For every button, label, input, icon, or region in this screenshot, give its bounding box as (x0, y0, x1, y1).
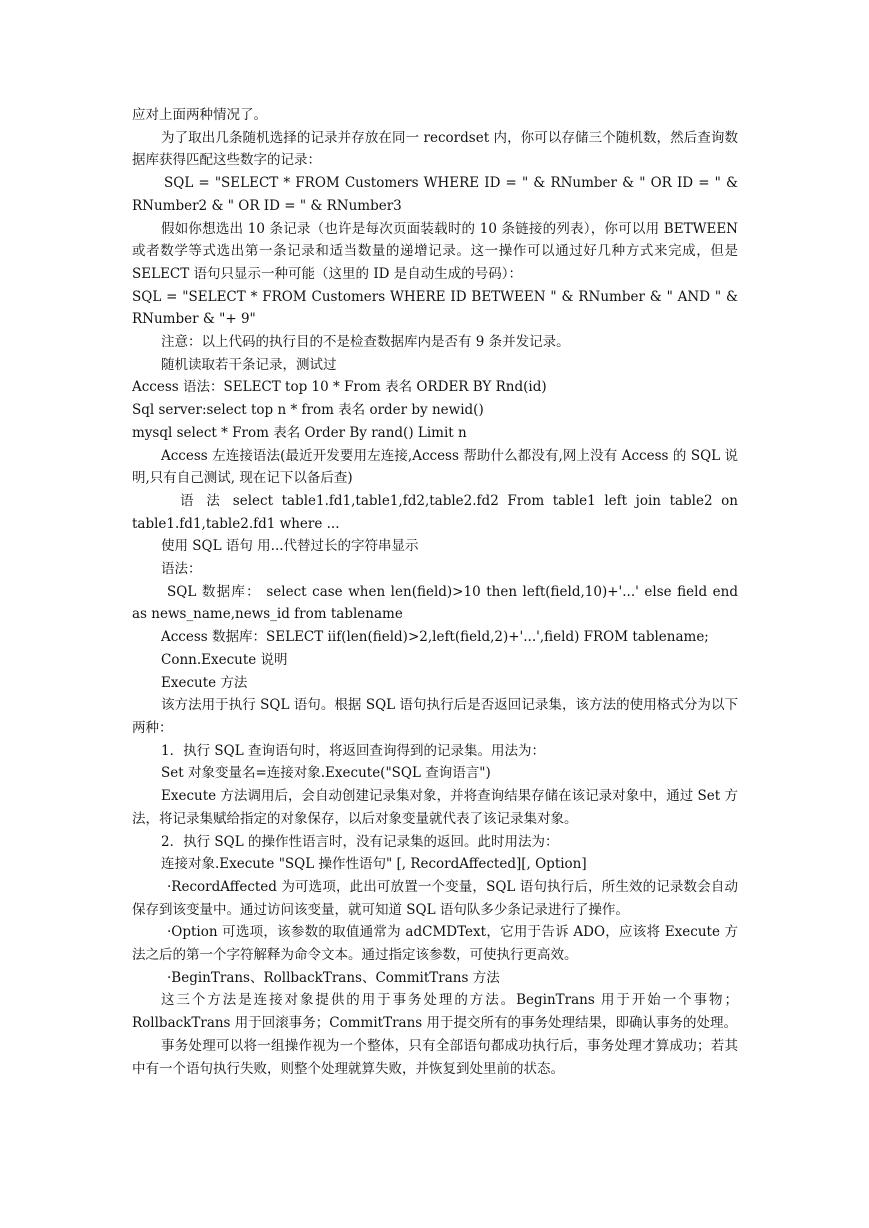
heading-execute-method: Execute 方法 (161, 674, 248, 691)
code-execute-statement: 连接对象.Execute "SQL 操作性语句" [, RecordAffected][, Option] (161, 856, 587, 873)
code-set-execute: Set 对象变量名=连接对象.Execute("SQL 查询语言") (161, 765, 491, 782)
paragraph-execute-description: 该方法用于执行 SQL 语句。根据 SQL 语句执行后是否返回记录集，该方法的使用格式分为以下两种： (132, 697, 738, 736)
code-sql-or: SQL = "SELECT * FROM Customers WHERE ID = " & RNumber & " OR ID = " & RNumber2 & " OR ID = " & RNumber3 (132, 175, 738, 214)
paragraph-note: 注意：以上代码的执行目的不是检查数据库内是否有 9 条并发记录。 (161, 334, 570, 351)
code-access-syntax: Access 语法：SELECT top 10 * From 表名 ORDER BY Rnd(id) (132, 379, 547, 396)
bullet-record-affected: ·RecordAffected 为可选项，此出可放置一个变量，SQL 语句执行后，所生效的记录数会自动保存到该变量中。通过访问该变量，就可知道 SQL 语句队多少条记录进行了操作。 (132, 878, 738, 918)
code-sql-between: SQL = "SELECT * FROM Customers WHERE ID BETWEEN " & RNumber & " AND " & RNumber & "+ 9" (132, 288, 738, 328)
document-page (132, 104, 738, 1080)
code-access-iif: Access 数据库：SELECT iif(len(field)>2,left(field,2)+'...',field) FROM tablename; (161, 629, 709, 646)
paragraph-transaction-processing: 事务处理可以将一组操作视为一个整体，只有全部语句都成功执行后，事务处理才算成功；若其中有一个语句执行失败，则整个处理就算失败，并恢复到处里前的状态。 (132, 1037, 738, 1077)
paragraph-execute-result: Execute 方法调用后，会自动创建记录集对象，并将查询结果存储在该记录对象中，通过 Set 方法，将记录集赋给指定的对象保存，以后对象变量就代表了该记录集对象。 (132, 788, 738, 827)
bullet-option: ·Option 可选项，该参数的取值通常为 adCMDText，它用于告诉 ADO，应该将 Execute 方法之后的第一个字符解释为命令文本。通过指定该参数，可使执行更高效。 (132, 924, 738, 964)
code-sqlserver-syntax: Sql server:select top n * from 表名 order by newid() (132, 402, 484, 419)
list-item-1: 1．执行 SQL 查询语句时，将返回查询得到的记录集。用法为： (161, 742, 545, 759)
paragraph-between: 假如你想选出 10 条记录（也许是每次页面装载时的 10 条链接的列表），你可以用 BETWEEN 或者数学等式选出第一条记录和适当数量的递增记录。这一操作可以通过好几种方式来完成，但是 SELECT 语句只显示一种可能（这里的 ID 是自动生成的号码）： (132, 220, 738, 282)
paragraph-random-read: 随机读取若干条记录，测试过 (161, 356, 337, 373)
code-mysql-syntax: mysql select * From 表名 Order By rand() Limit n (132, 424, 467, 441)
list-item-2: 2．执行 SQL 的操作性语言时，没有记录集的返回。此时用法为： (161, 833, 559, 850)
paragraph-ellipsis-heading: 使用 SQL 语句 用...代替过长的字符串显示 (161, 538, 419, 555)
heading-conn-execute: Conn.Execute 说明 (161, 651, 288, 668)
paragraph-random-records: 为了取出几条随机选择的记录并存放在同一 recordset 内，你可以存储三个随机数，然后查询数据库获得匹配这些数字的记录： (132, 129, 738, 169)
paragraph-trans-description: 这三个方法是连接对象提供的用于事务处理的方法。BeginTrans 用于开始一个事物；RollbackTrans 用于回滚事务；CommitTrans 用于提交所有的事务处理结果，即确认事务的处理。 (132, 992, 738, 1032)
paragraph-left-join: Access 左连接语法(最近开发要用左连接,Access 帮助什么都没有,网上没有 Access 的 SQL 说明,只有自己测试, 现在记下以备后查) (132, 447, 738, 487)
code-sql-case: SQL 数据库： select case when len(field)>10 then left(field,10)+'...' else field end as news_name,news_id from tablename (132, 583, 738, 623)
bullet-trans-methods: ·BeginTrans、RollbackTrans、CommitTrans 方法 (167, 969, 500, 986)
paragraph-continuation: 应对上面两种情况了。 (132, 107, 267, 123)
code-left-join-syntax: 语 法 select table1.fd1,table1,fd2,table2.fd2 From table1 left join table2 on table1.fd1,table2.fd1 where ... (132, 492, 738, 532)
paragraph-syntax-label: 语法： (161, 561, 202, 578)
